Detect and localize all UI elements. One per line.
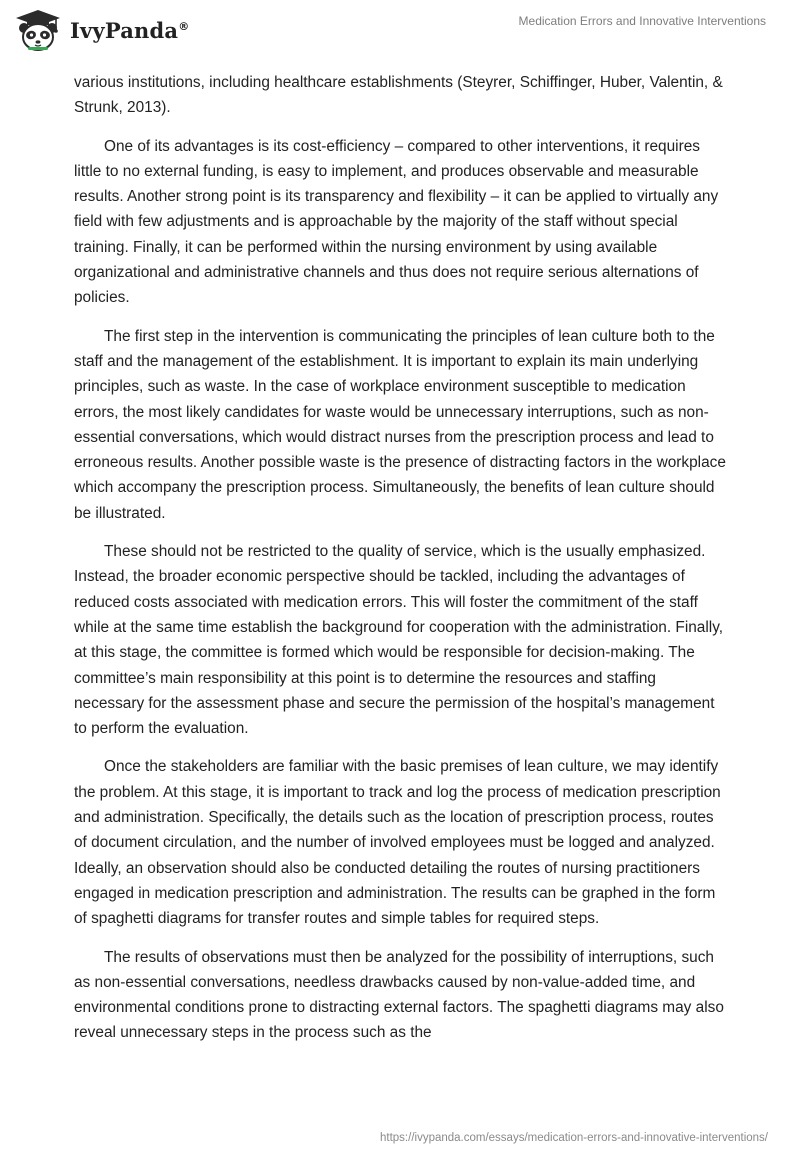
paragraph: The first step in the intervention is communicating the principles of lean culture both to the staff and the management of the establishment. It is important to explain its main underlying principles, such as waste. In the case of workplace environment susceptible to medication errors, the most likely candidates for waste would be unnecessary interruptions, such as non-essential conversations, which would distract nurses from the prescription process and lead to erroneous results. Another possible waste is the presence of distracting factors in the workplace which accompany the prescription process. Simultaneously, the benefits of lean culture should be illustrated. xyxy=(74,327,726,522)
essay-body xyxy=(74,70,726,1059)
paragraph: The results of observations must then be analyzed for the possibility of interruptions, such as non-essential conversations, needless drawbacks caused by non-value-added time, and environmental conditions prone to distracting external factors. The spaghetti diagrams may also reveal unnecessary steps in the process such as the xyxy=(74,948,724,1042)
paragraph: One of its advantages is its cost-efficiency – compared to other interventions, it requires little to no external funding, is easy to implement, and produces observable and measurable results. Another strong point is its transparency and flexibility – it can be applied to virtually any field with few adjustments and is approachable by the majority of the staff without special training. Finally, it can be performed within the nursing environment by using available organizational and administrative channels and thus does not require serious alternations of policies. xyxy=(74,137,719,307)
source-url-link[interactable]: https://ivypanda.com/essays/medication-errors-and-innovative-interventions/ xyxy=(380,1132,768,1144)
brand-logo[interactable] xyxy=(14,8,189,52)
document-title: Medication Errors and Innovative Interventions xyxy=(518,14,766,28)
paragraph: Once the stakeholders are familiar with the basic premises of lean culture, we may identify the problem. At this stage, it is important to track and log the process of medication prescription and administration. Specifically, the details such as the location of prescription process, routes of document circulation, and the number of involved employees must be logged and analyzed. Ideally, an observation should also be conducted detailing the routes of nursing practitioners engaged in medication prescription and administration. The results can be graphed in the form of spaghetti diagrams for transfer routes and simple tables for required steps. xyxy=(74,758,721,928)
page-header xyxy=(0,0,800,62)
brand-name: IvyPanda® xyxy=(70,17,190,43)
paragraph: These should not be restricted to the quality of service, which is the usually emphasized. Instead, the broader economic perspective should be tackled, including the advantages of reduced costs associated with medication errors. This will foster the commitment of the staff while at the same time establish the background for cooperation with the administration. Finally, at this stage, the committee is formed which would be responsible for decision-making. The committee’s main responsibility at this point is to determine the resources and staffing necessary for the assessment phase and secure the permission of the hospital’s management to perform the evaluation. xyxy=(74,543,724,738)
paragraph: various institutions, including healthcare establishments (Steyrer, Schiffinger, Huber, Valentin, & Strunk, 2013). xyxy=(74,74,723,117)
panda-graduate-icon xyxy=(14,8,62,52)
